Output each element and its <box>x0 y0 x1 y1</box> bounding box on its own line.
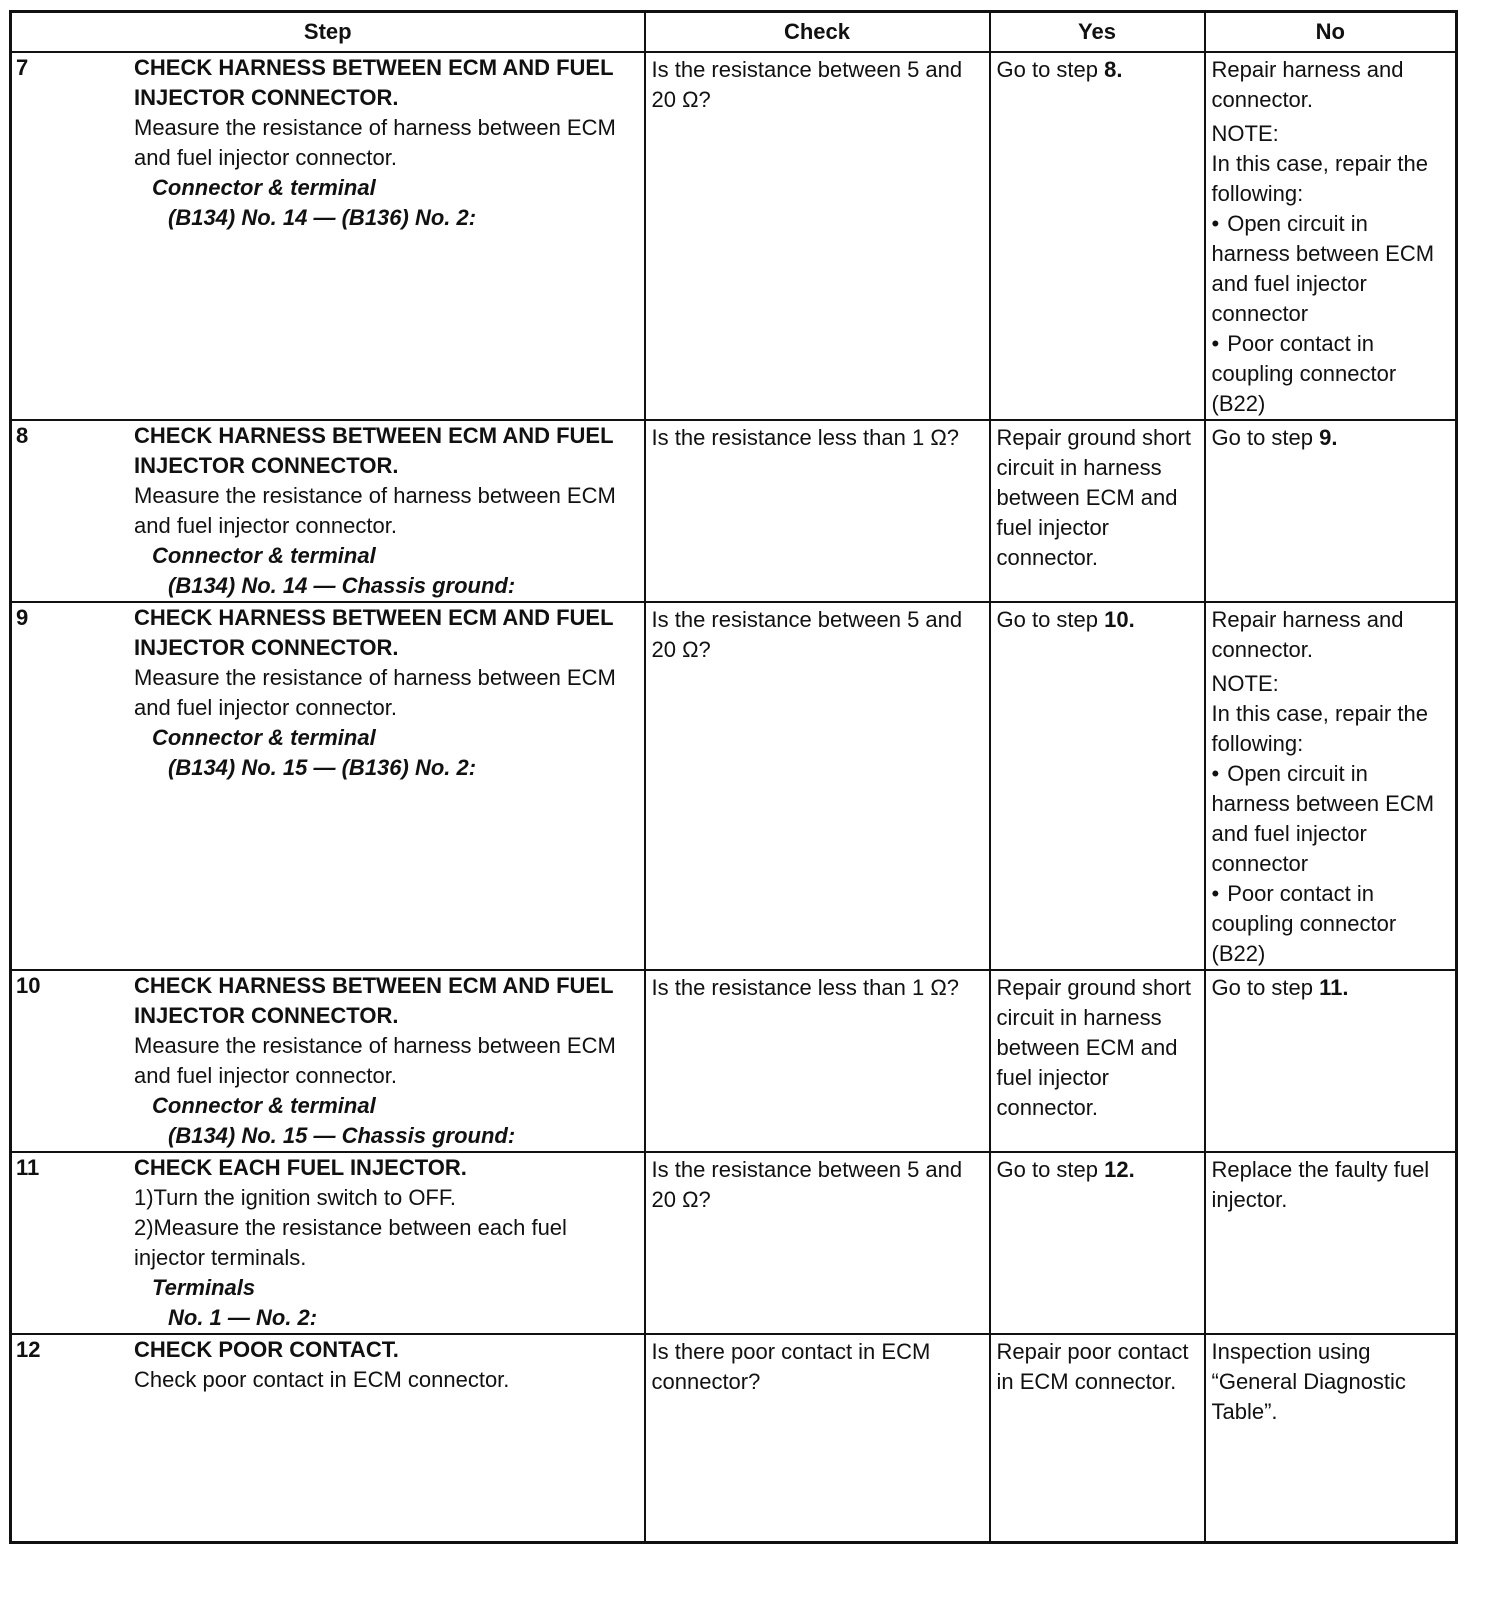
step-title: CHECK HARNESS BETWEEN ECM AND FUEL INJECTOR CONNECTOR. <box>134 55 614 110</box>
note-intro: In this case, repair the following: <box>1211 151 1428 206</box>
table-row <box>11 52 1457 420</box>
step-title: CHECK POOR CONTACT. <box>134 1337 399 1362</box>
no-step-ref: 11. <box>1319 975 1349 1000</box>
header-no: No <box>1205 12 1457 53</box>
step-cell <box>11 420 645 602</box>
table-row <box>11 1334 1457 1543</box>
diagnostic-table <box>9 10 1458 1544</box>
table-row <box>11 1152 1457 1334</box>
connector-label: Connector & terminal <box>152 725 376 750</box>
check-cell: Is the resistance between 5 and 20 Ω? <box>645 1152 990 1334</box>
table-row <box>11 602 1457 970</box>
no-text: Go to step <box>1211 975 1320 1000</box>
no-cell <box>1205 602 1457 970</box>
bullet-icon: • <box>1211 331 1220 356</box>
table-row <box>11 420 1457 602</box>
step-number: 7 <box>16 55 29 80</box>
header-yes: Yes <box>990 12 1205 53</box>
yes-cell: Repair ground short circuit in harness between ECM and fuel injector connector. <box>990 970 1205 1152</box>
step-cell <box>11 52 645 420</box>
yes-cell <box>990 52 1205 420</box>
step-number: 8 <box>16 423 29 448</box>
terminals-label: Terminals <box>152 1275 256 1300</box>
connector-value: (B134) No. 15 — Chassis ground: <box>168 1123 516 1148</box>
yes-text: Go to step <box>996 607 1105 632</box>
check-cell: Is there poor contact in ECM connector? <box>645 1334 990 1543</box>
step-instruction: Measure the resistance of harness between ECM and fuel injector connector. <box>134 1033 616 1088</box>
header-step: Step <box>11 12 645 53</box>
step-number: 12 <box>16 1337 41 1362</box>
header-check: Check <box>645 12 990 53</box>
yes-step-ref: 8. <box>1104 57 1123 82</box>
step-instruction: Measure the resistance of harness between ECM and fuel injector connector. <box>134 483 616 538</box>
connector-value: (B134) No. 14 — (B136) No. 2: <box>168 205 477 230</box>
step-instruction: 1)Turn the ignition switch to OFF. <box>134 1185 456 1210</box>
step-cell <box>11 1152 645 1334</box>
bullet-icon: • <box>1211 881 1220 906</box>
yes-text: Go to step <box>996 1157 1105 1182</box>
yes-cell: Repair poor contact in ECM connector. <box>990 1334 1205 1543</box>
no-cell: Inspection using “General Diagnostic Table”. <box>1205 1334 1457 1543</box>
step-title: CHECK HARNESS BETWEEN ECM AND FUEL INJECTOR CONNECTOR. <box>134 605 614 660</box>
step-cell <box>11 1334 645 1543</box>
step-title: CHECK HARNESS BETWEEN ECM AND FUEL INJECTOR CONNECTOR. <box>134 973 614 1028</box>
step-number: 10 <box>16 973 41 998</box>
table-row <box>11 970 1457 1152</box>
yes-text: Go to step <box>996 57 1105 82</box>
bullet-icon: • <box>1211 211 1220 236</box>
note-heading: NOTE: <box>1211 121 1279 146</box>
note-bullet: • Poor contact in coupling connector (B22) <box>1211 331 1397 416</box>
no-cell: Replace the faulty fuel injector. <box>1205 1152 1457 1334</box>
step-instruction: Check poor contact in ECM connector. <box>134 1367 510 1392</box>
step-instruction: Measure the resistance of harness between ECM and fuel injector connector. <box>134 115 616 170</box>
no-text: Repair harness and connector. <box>1211 607 1404 662</box>
step-instruction: 2)Measure the resistance between each fuel injector terminals. <box>134 1215 567 1270</box>
connector-value: (B134) No. 15 — (B136) No. 2: <box>168 755 477 780</box>
step-instruction: Measure the resistance of harness between ECM and fuel injector connector. <box>134 665 616 720</box>
no-cell <box>1205 52 1457 420</box>
connector-label: Connector & terminal <box>152 1093 376 1118</box>
note-bullet: • Open circuit in harness between ECM and fuel injector connector <box>1211 211 1435 326</box>
bullet-icon: • <box>1211 761 1220 786</box>
connector-value: (B134) No. 14 — Chassis ground: <box>168 573 516 598</box>
no-text: Go to step <box>1211 425 1320 450</box>
check-cell: Is the resistance between 5 and 20 Ω? <box>645 52 990 420</box>
yes-step-ref: 10. <box>1104 607 1135 632</box>
step-cell <box>11 970 645 1152</box>
no-cell <box>1205 970 1457 1152</box>
yes-step-ref: 12. <box>1104 1157 1135 1182</box>
check-cell: Is the resistance between 5 and 20 Ω? <box>645 602 990 970</box>
no-cell <box>1205 420 1457 602</box>
connector-label: Connector & terminal <box>152 175 376 200</box>
step-title: CHECK EACH FUEL INJECTOR. <box>134 1155 467 1180</box>
yes-cell <box>990 602 1205 970</box>
step-number: 11 <box>16 1155 40 1180</box>
terminals-value: No. 1 — No. 2: <box>168 1305 318 1330</box>
yes-cell <box>990 1152 1205 1334</box>
note-bullet: • Open circuit in harness between ECM and fuel injector connector <box>1211 761 1435 876</box>
connector-label: Connector & terminal <box>152 543 376 568</box>
note-heading: NOTE: <box>1211 671 1279 696</box>
no-text: Repair harness and connector. <box>1211 57 1404 112</box>
note-intro: In this case, repair the following: <box>1211 701 1428 756</box>
no-step-ref: 9. <box>1319 425 1338 450</box>
step-cell <box>11 602 645 970</box>
yes-cell: Repair ground short circuit in harness between ECM and fuel injector connector. <box>990 420 1205 602</box>
note-bullet: • Poor contact in coupling connector (B22) <box>1211 881 1397 966</box>
header-row <box>11 12 1457 53</box>
check-cell: Is the resistance less than 1 Ω? <box>645 970 990 1152</box>
step-title: CHECK HARNESS BETWEEN ECM AND FUEL INJECTOR CONNECTOR. <box>134 423 614 478</box>
check-cell: Is the resistance less than 1 Ω? <box>645 420 990 602</box>
step-number: 9 <box>16 605 29 630</box>
